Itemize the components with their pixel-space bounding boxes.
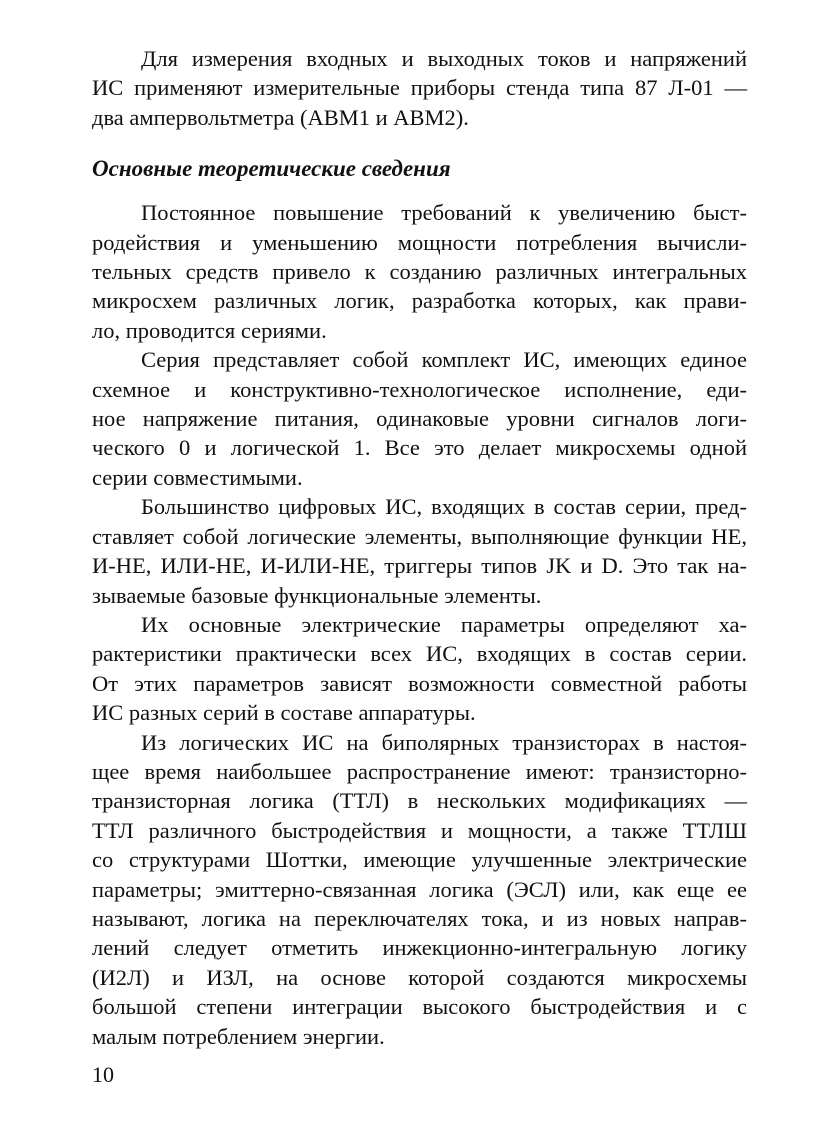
text-line: От этих параметров зависят возможности совместной работы — [92, 670, 747, 696]
text-line: ло, проводится сериями. — [92, 317, 327, 343]
paragraph-5 — [92, 728, 747, 1051]
text-line: два ампервольтметра (АВМ1 и АВМ2). — [92, 104, 469, 130]
text-line: ИС применяют измерительные приборы стенда типа 87 Л-01 — — [92, 75, 747, 101]
text-line: микросхем различных логик, разработка которых, как прави- — [92, 288, 747, 314]
text-line: большой степени интеграции высокого быстродействия и с — [92, 994, 747, 1020]
text-line: лений следует отметить инжекционно-интегральную логику — [92, 935, 747, 961]
text-line: зываемые базовые функциональные элементы. — [92, 582, 542, 608]
text-line: Для измерения входных и выходных токов и напряжений — [141, 46, 747, 71]
text-line: схемное и конструктивно-технологическое исполнение, еди- — [92, 376, 747, 402]
text-line: Серия представляет собой комплект ИС, имеющих единое — [141, 347, 747, 373]
text-line: называют, логика на переключателях тока, и из новых направ- — [92, 905, 747, 931]
text-line: серии совместимыми. — [92, 464, 303, 490]
text-line: транзисторная логика (ТТЛ) в нескольких модификациях — — [92, 788, 747, 814]
text-line: ставляет собой логические элементы, выполняющие функции НЕ, — [92, 523, 747, 549]
text-line: ТТЛ различного быстродействия и мощности, а также ТТЛШ — [92, 817, 747, 843]
paragraph-4 — [92, 610, 747, 728]
text-line: со структурами Шоттки, имеющие улучшенные электрические — [92, 847, 747, 873]
text-line: рактеристики практически всех ИС, входящих в состав серии. — [92, 641, 747, 667]
text-line: ческого 0 и логической 1. Все это делает микросхемы одной — [92, 435, 747, 461]
text-line: Большинство цифровых ИС, входящих в состав серии, пред- — [141, 494, 747, 520]
text-line: ИС разных серий в составе аппаратуры. — [92, 700, 476, 726]
text-line: ное напряжение питания, одинаковые уровни сигналов логи- — [92, 406, 747, 432]
text-line: Постоянное повышение требований к увеличению быст- — [141, 200, 747, 226]
paragraph-3 — [92, 492, 747, 610]
paragraph-2 — [92, 345, 747, 492]
text-line: И-НЕ, ИЛИ-НЕ, И-ИЛИ-НЕ, триггеры типов JK и D. Это так на- — [92, 553, 747, 579]
text-line: (И2Л) и ИЗЛ, на основе которой создаются микросхемы — [92, 964, 747, 990]
text-line: малым потреблением энергии. — [92, 1023, 385, 1049]
text-line: Из логических ИС на биполярных транзисторах в настоя- — [141, 729, 747, 755]
text-line: щее время наибольшее распространение имеют: транзисторно- — [92, 758, 747, 784]
text-line: родействия и уменьшению мощности потребления вычисли- — [92, 229, 747, 255]
intro-paragraph — [92, 44, 747, 132]
text-line: тельных средств привело к созданию различных интегральных — [92, 259, 747, 285]
paragraph-1 — [92, 198, 747, 345]
text-line: Их основные электрические параметры определяют ха- — [141, 611, 747, 637]
text-line: параметры; эмиттерно-связанная логика (ЭСЛ) или, как еще ее — [92, 876, 747, 902]
section-heading: Основные теоретические сведения — [92, 156, 451, 182]
page-number: 10 — [92, 1062, 114, 1087]
